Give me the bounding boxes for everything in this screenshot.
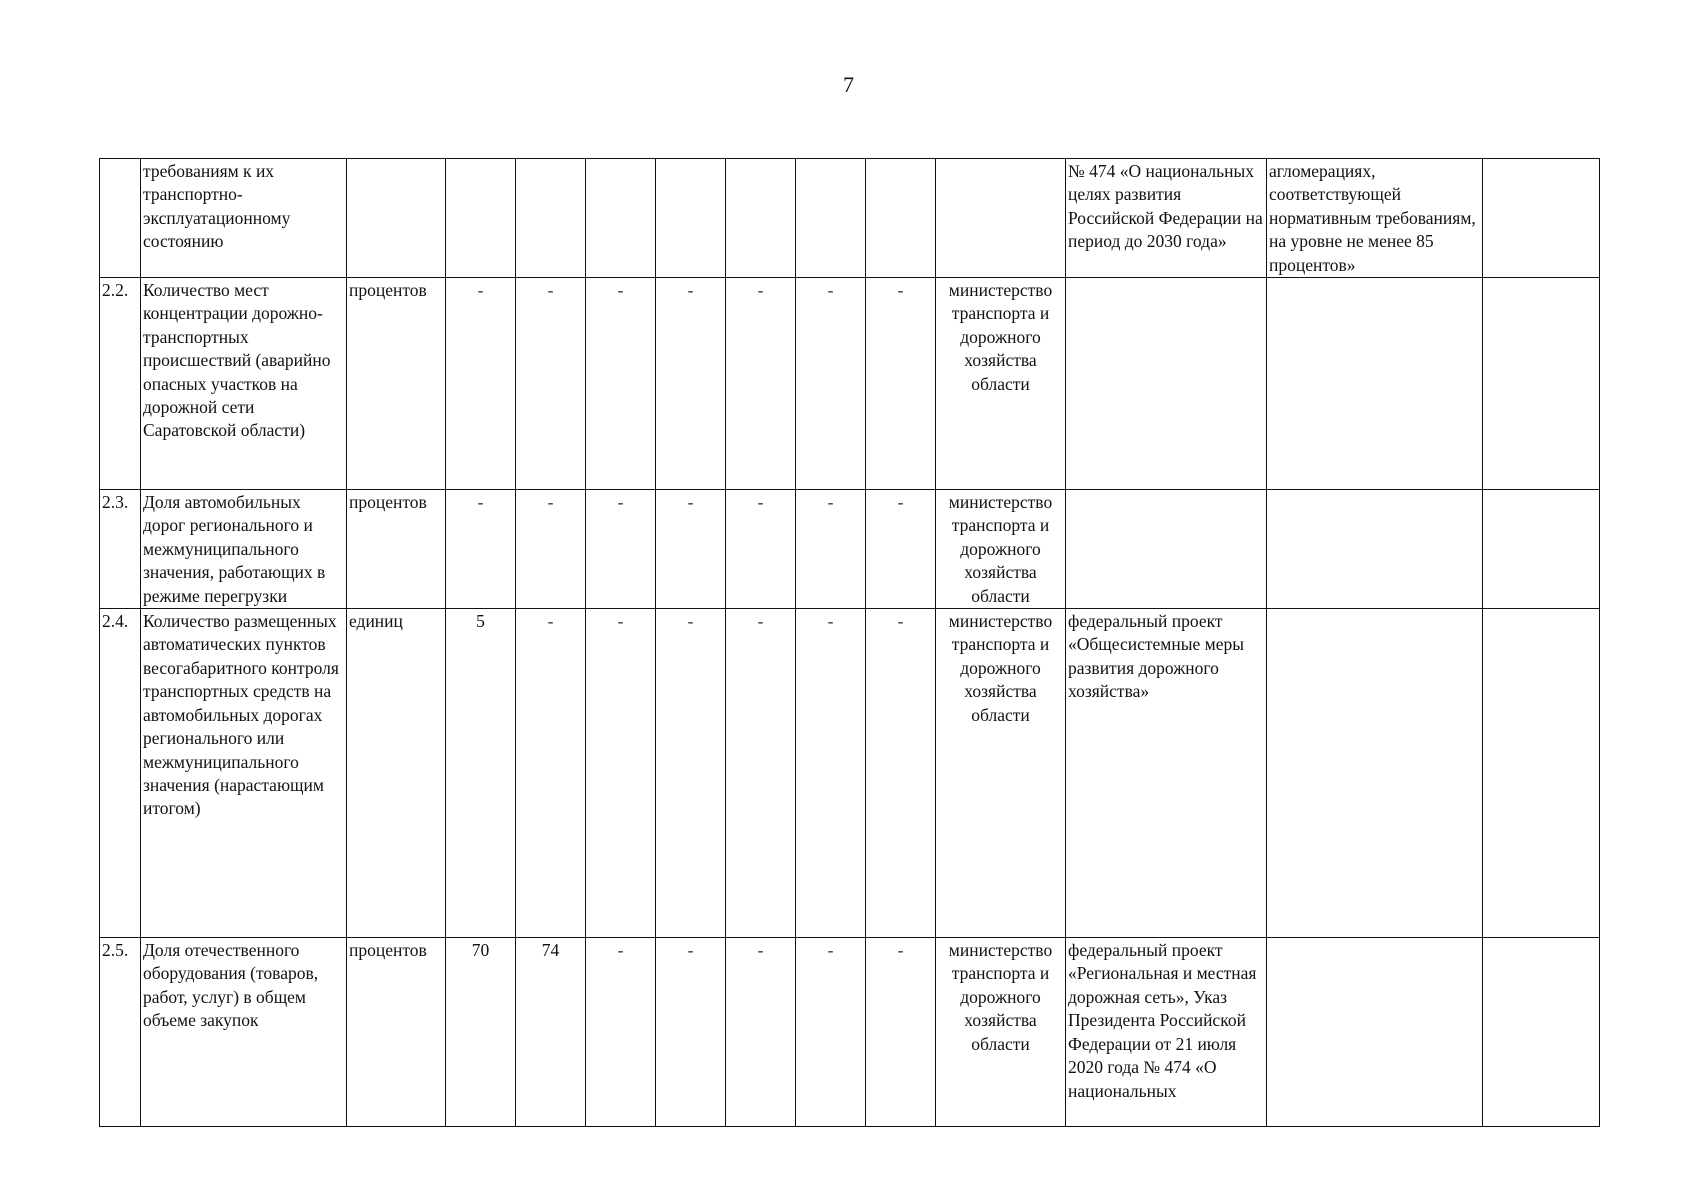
value-cell: - (866, 278, 936, 490)
value-cell: - (446, 278, 516, 490)
goal-cell: агломерациях, соответствующей нормативным требованиям, на уровне не менее 85 процентов» (1267, 159, 1483, 278)
value-cell: - (866, 490, 936, 609)
table-row (100, 278, 1600, 490)
row-number-cell (100, 159, 141, 278)
table-body (100, 159, 1600, 1127)
table-row (100, 609, 1600, 938)
value-cell: 5 (446, 609, 516, 938)
value-cell (656, 159, 726, 278)
value-cell: - (866, 609, 936, 938)
value-cell: - (726, 490, 796, 609)
value-cell: - (656, 609, 726, 938)
value-cell: - (796, 609, 866, 938)
responsible-cell: министерство транспорта и дорожного хозяйства области (936, 278, 1066, 490)
row-number-cell: 2.5. (100, 938, 141, 1127)
unit-cell: единиц (347, 609, 446, 938)
responsible-cell (936, 159, 1066, 278)
value-cell: - (656, 278, 726, 490)
extra-cell (1483, 938, 1600, 1127)
unit-cell: процентов (347, 938, 446, 1127)
value-cell: - (726, 278, 796, 490)
responsible-cell: министерство транспорта и дорожного хозяйства области (936, 490, 1066, 609)
goal-cell (1267, 278, 1483, 490)
extra-cell (1483, 490, 1600, 609)
table-row (100, 159, 1600, 278)
responsible-cell: министерство транспорта и дорожного хозяйства области (936, 938, 1066, 1127)
value-cell: - (656, 490, 726, 609)
value-cell: - (726, 938, 796, 1127)
goal-cell (1267, 490, 1483, 609)
source-cell: № 474 «О национальных целях развития Российской Федерации на период до 2030 года» (1066, 159, 1267, 278)
goal-cell (1267, 609, 1483, 938)
value-cell (726, 159, 796, 278)
value-cell (586, 159, 656, 278)
unit-cell: процентов (347, 278, 446, 490)
value-cell (446, 159, 516, 278)
indicator-name-cell: требованиям к их транспортно-эксплуатационному состоянию (141, 159, 347, 278)
value-cell: - (586, 609, 656, 938)
extra-cell (1483, 159, 1600, 278)
value-cell: - (796, 490, 866, 609)
value-cell: - (586, 490, 656, 609)
value-cell (866, 159, 936, 278)
indicator-name-cell: Доля отечественного оборудования (товаров, работ, услуг) в общем объеме закупок (141, 938, 347, 1127)
extra-cell (1483, 278, 1600, 490)
page-number: 7 (843, 72, 854, 97)
source-cell (1066, 490, 1267, 609)
value-cell: - (516, 278, 586, 490)
source-cell: федеральный проект «Общесистемные меры развития дорожного хозяйства» (1066, 609, 1267, 938)
table-row (100, 490, 1600, 609)
value-cell: - (656, 938, 726, 1127)
responsible-cell: министерство транспорта и дорожного хозяйства области (936, 609, 1066, 938)
indicator-name-cell: Количество размещенных автоматических пунктов весогабаритного контроля транспортных средств на автомобильных дорогах регионального или межмуниципального значения (нарастающим итогом) (141, 609, 347, 938)
indicators-table (99, 158, 1600, 1127)
value-cell: - (866, 938, 936, 1127)
value-cell: - (516, 609, 586, 938)
row-number-cell: 2.2. (100, 278, 141, 490)
row-number-cell: 2.3. (100, 490, 141, 609)
indicator-name-cell: Доля автомобильных дорог регионального и межмуниципального значения, работающих в режиме перегрузки (141, 490, 347, 609)
source-cell (1066, 278, 1267, 490)
unit-cell (347, 159, 446, 278)
value-cell: - (796, 938, 866, 1127)
value-cell (516, 159, 586, 278)
value-cell: - (796, 278, 866, 490)
value-cell: - (586, 938, 656, 1127)
unit-cell: процентов (347, 490, 446, 609)
goal-cell (1267, 938, 1483, 1127)
extra-cell (1483, 609, 1600, 938)
source-cell: федеральный проект «Региональная и местная дорожная сеть», Указ Президента Российской Федерации от 21 июля 2020 года № 474 «О национальных (1066, 938, 1267, 1127)
value-cell: - (586, 278, 656, 490)
value-cell: - (516, 490, 586, 609)
value-cell: - (446, 490, 516, 609)
value-cell: 70 (446, 938, 516, 1127)
row-number-cell: 2.4. (100, 609, 141, 938)
table-row (100, 938, 1600, 1127)
value-cell: 74 (516, 938, 586, 1127)
indicator-name-cell: Количество мест концентрации дорожно-транспортных происшествий (аварийно опасных участков на дорожной сети Саратовской области) (141, 278, 347, 490)
value-cell (796, 159, 866, 278)
value-cell: - (726, 609, 796, 938)
